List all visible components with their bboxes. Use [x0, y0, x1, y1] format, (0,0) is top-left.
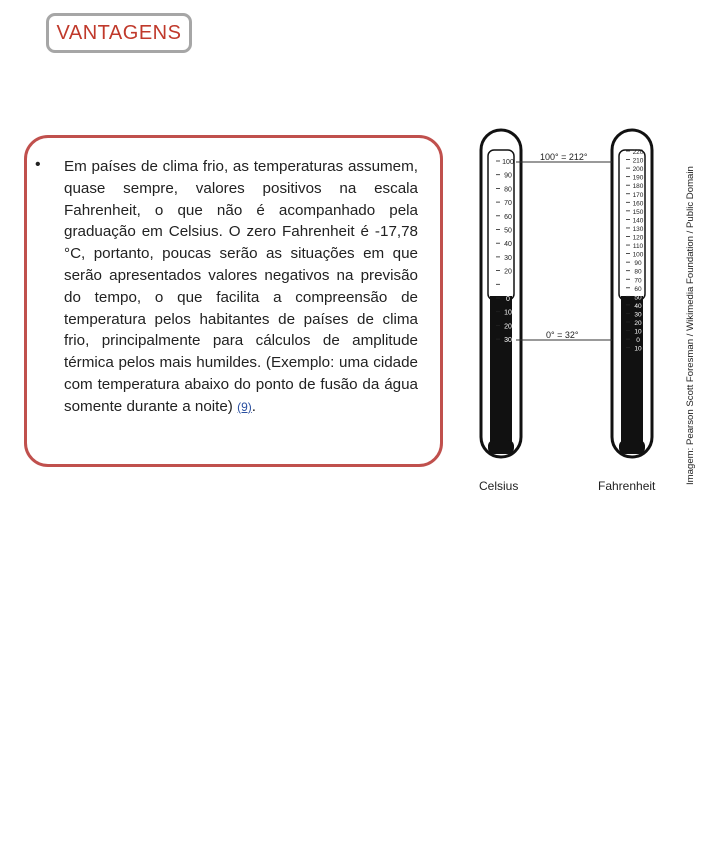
fahrenheit-tick-label: 150	[632, 208, 644, 216]
fahrenheit-tick-label: 80	[634, 268, 642, 276]
fahrenheit-tick-label: 200	[632, 166, 644, 174]
celsius-tick-label: 10	[504, 309, 512, 317]
fahrenheit-thermometer	[612, 130, 652, 457]
fahrenheit-tick-label: 90	[634, 260, 642, 268]
reference-link[interactable]: (9)	[237, 399, 252, 414]
fahrenheit-tick-label: 130	[632, 225, 644, 233]
thermometer-illustration	[466, 120, 680, 500]
celsius-tick-label: 20	[504, 268, 512, 276]
fahrenheit-tick-label: 120	[632, 234, 644, 242]
celsius-tick-label: 30	[504, 254, 512, 262]
celsius-tick-label: 0	[506, 296, 510, 303]
celsius-label: Celsius	[479, 479, 519, 493]
celsius-tick-label: 30	[504, 337, 512, 345]
celsius-thermometer	[481, 130, 521, 457]
fahrenheit-tick-label: 220	[632, 149, 644, 156]
celsius-tick-label: 10	[504, 282, 512, 290]
slide-title: VANTAGENS	[56, 21, 182, 44]
celsius-tick-label: 50	[504, 227, 512, 235]
fahrenheit-label: Fahrenheit	[598, 479, 656, 493]
fahrenheit-tick-label: 50	[634, 294, 642, 302]
end-punctuation: .	[251, 397, 256, 415]
bullet-paragraph	[64, 156, 418, 419]
celsius-tick-label: 20	[504, 323, 512, 331]
fahrenheit-tick-label: 110	[632, 243, 644, 251]
fahrenheit-tick-label: 160	[632, 200, 644, 208]
fahrenheit-tick-label: 30	[634, 311, 642, 319]
image-credit	[684, 166, 698, 845]
celsius-tick-label: 90	[504, 172, 512, 180]
fahrenheit-tick-label: 170	[632, 191, 644, 199]
celsius-tick-label: 100	[502, 159, 514, 166]
annotation-freezing: 0° = 32°	[546, 330, 579, 340]
annotation-boiling: 100° = 212°	[540, 152, 588, 162]
celsius-tick-label: 70	[504, 200, 512, 208]
credit-text: Imagem: Pearson Scott Foresman / Wikimedia Foundation / Public Domain	[685, 166, 696, 485]
fahrenheit-tick-label: 210	[632, 157, 644, 165]
fahrenheit-tick-label: 10	[634, 345, 642, 353]
fahrenheit-tick-label: 60	[634, 285, 642, 293]
celsius-tick-label: 80	[504, 186, 512, 194]
fahrenheit-tick-label: 70	[634, 277, 642, 285]
thermometer-figure	[466, 120, 680, 500]
celsius-tick-label: 40	[504, 241, 512, 249]
title-box	[46, 13, 192, 53]
fahrenheit-tick-label: 40	[634, 302, 642, 310]
fahrenheit-tick-label: 0	[636, 337, 640, 345]
fahrenheit-tick-label: 140	[632, 217, 644, 225]
fahrenheit-tick-label: 190	[632, 174, 644, 182]
fahrenheit-tick-label: 20	[634, 320, 642, 327]
celsius-tick-label: 60	[504, 213, 512, 221]
fahrenheit-tick-label: 180	[632, 183, 644, 191]
bullet-dot: •	[35, 156, 41, 173]
fahrenheit-tick-label: 100	[632, 251, 644, 259]
paragraph-text: Em países de clima frio, as temperaturas assumem, quase sempre, valores positivos na escala Fahrenheit, o que não é acompanhado pela graduação em Celsius. O zero Fahrenheit é -17,78 °C, portanto, poucas serão as situações em que serão apresentados valores negativos na previsão do tempo, o que facilita a compreensão de temperatura pelos habitantes de países de clima frio, principalmente para cálculos de amplitude térmica pelos mais humildes. (Exemplo: uma cidade com temperatura abaixo do ponto de fusão da água somente durante a noite)	[64, 158, 418, 415]
fahrenheit-tick-label: 10	[634, 328, 642, 336]
